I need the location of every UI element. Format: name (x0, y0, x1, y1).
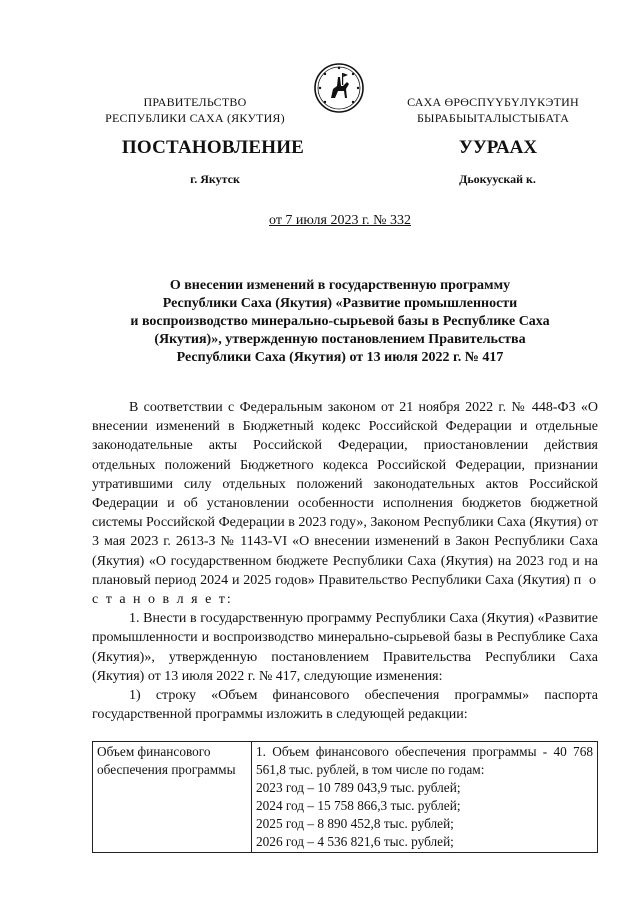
title-line: и воспроизводство минерально-сырьевой базы в Республике Саха (130, 314, 550, 329)
table-value-cell (252, 742, 598, 853)
title-line: (Якутия)», утвержденную постановлением Правительства (154, 332, 526, 347)
table-label-line2: обеспечения программы (97, 762, 236, 777)
table-label-cell (93, 742, 252, 853)
title-line: Республики Саха (Якутия) «Развитие промышленности (162, 296, 518, 311)
preamble-text: В соответствии с Федеральным законом от 21 ноября 2022 г. № 448-ФЗ «О внесении изменений в Бюджетный кодекс Российской Федерации и отдельные законодательные акты Российской Федерации, приостановлении действия отдельных положений Бюджетного кодекса Российской Федерации, признании утратившими силу отдельных положений законодательных актов Российской Федерации и об установлении особенности исполнения бюджетов бюджетной системы Российской Федерации в 2023 году», Законом Республики Саха (Якутия) от 3 мая 2023 г. 2613-З № 1143-VI «О внесении изменений в Закон Республики Саха (Якутия) «О государственном бюджете Республики Саха (Якутия) на 2023 год и на плановый период 2024 и 2025 годов» Правительство Республики Саха (Якутия) (92, 400, 598, 588)
item-1-1-paragraph: 1) строку «Объем финансового обеспечения программы» паспорта государственной программы изложить в следующей редакции: (92, 688, 598, 723)
item-1-paragraph: 1. Внести в государственную программу Республики Саха (Якутия) «Развитие промышленности и воспроизводство минерально-сырьевой базы в Республике Саха (Якутия)», утвержденную постановлением Правительства Республики Саха (Якутия) от 13 июля 2022 г. № 417, следующие изменения: (92, 611, 598, 684)
title-line: О внесении изменений в государственную программу (169, 278, 511, 293)
issuer-sah (388, 94, 598, 126)
date-number: от 7 июля 2023 г. № 332 (269, 213, 411, 228)
title-line: Республики Саха (Якутия) от 13 июля 2022 г. № 417 (176, 350, 504, 365)
issuer-sah-line2: БЫРАБЫЫТАЛЫСТЫБАТА (416, 111, 570, 125)
table-year-row: 2024 год – 15 758 866,3 тыс. рублей; (256, 798, 461, 813)
table-year-row: 2026 год – 4 536 821,6 тыс. рублей; (256, 834, 454, 849)
coat-of-arms-emblem (313, 62, 365, 114)
table-intro: 1. Объем финансового обеспечения программы - 40 768 561,8 тыс. рублей, в том числе по годам: (256, 744, 593, 777)
issuer-sah-line1: САХА ӨРӨСПҮҮБҮЛҮКЭТИН (407, 95, 579, 109)
doc-type-sah: УУРААХ (458, 137, 538, 158)
issuer-ru (95, 94, 295, 126)
city-ru: г. Якутск (190, 172, 240, 186)
document-title (100, 277, 580, 367)
table-year-row: 2025 год – 8 890 452,8 тыс. рублей; (256, 816, 454, 831)
table-label-line1: Объем финансового (97, 744, 211, 759)
issuer-ru-line1: ПРАВИТЕЛЬСТВО (143, 95, 247, 109)
city-sah: Дьокуускай к. (459, 172, 536, 186)
issuer-ru-line2: РЕСПУБЛИКИ САХА (ЯКУТИЯ) (105, 111, 285, 125)
table-row (93, 742, 598, 853)
decree-word: п о с т а н о в л я е т: (92, 572, 598, 608)
document-body (92, 398, 598, 724)
preamble-paragraph (92, 398, 598, 609)
table-year-row: 2023 год – 10 789 043,9 тыс. рублей; (256, 780, 461, 795)
financing-table (92, 741, 598, 853)
doc-type-ru: ПОСТАНОВЛЕНИЕ (121, 137, 305, 158)
